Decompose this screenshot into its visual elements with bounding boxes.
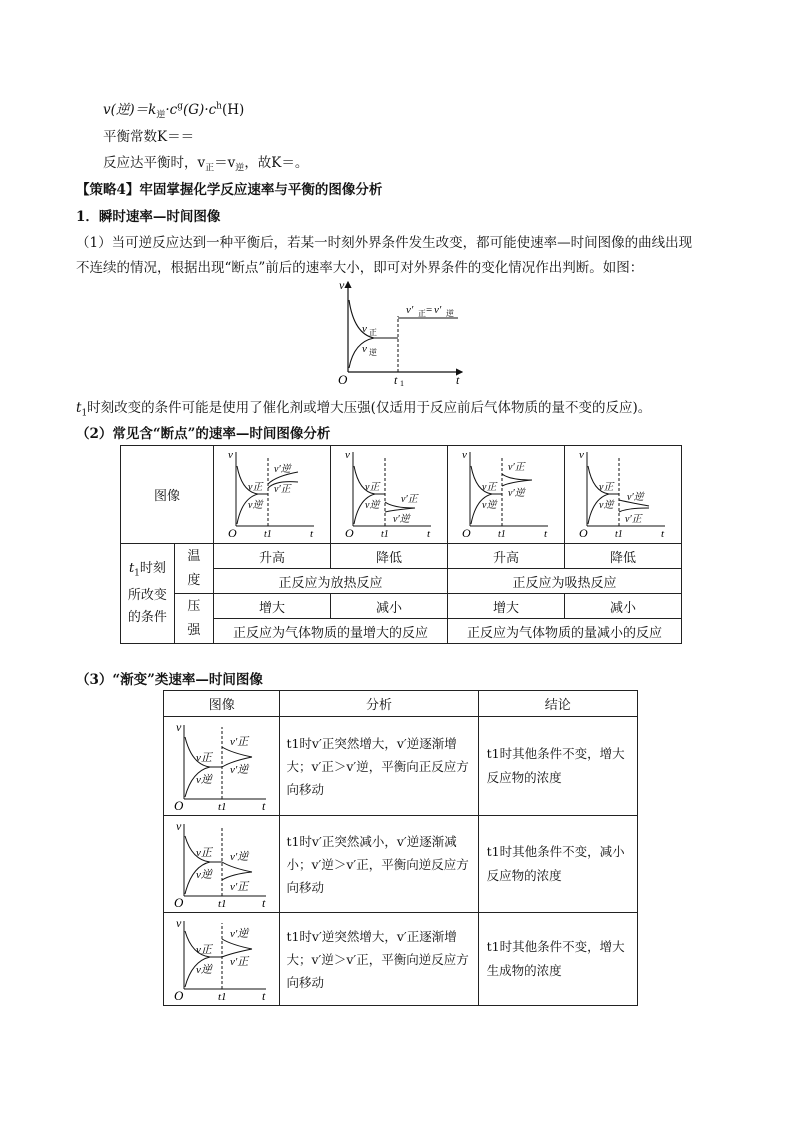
g1-v: v [227, 449, 233, 461]
label-v-reverse: v [362, 343, 367, 355]
temp-value-1: 升高 [213, 544, 330, 569]
g3-label-vrev-new: v′逆 [507, 488, 525, 499]
para1-line1: （1）当可逆反应达到一种平衡后，若某一时刻外界条件发生改变，都可能使速率—时间图像的曲线出现 [76, 235, 693, 251]
g3-label-vfwd-new: v′正 [507, 462, 525, 473]
eq-mid: ·c [165, 102, 178, 118]
g1-t1: t1 [263, 529, 272, 539]
eq-prefix: v(逆)＝ [103, 102, 149, 118]
g4-label-vfwd: v正 [598, 482, 614, 493]
r1-v: v [175, 720, 182, 734]
col-header-conclusion: 结论 [478, 691, 637, 717]
r2-label-vrev: v逆 [195, 869, 212, 881]
label-new-sub-forward: 正 [418, 309, 426, 318]
temp-value-4: 降低 [564, 544, 681, 569]
row2-conclusion: t1时其他条件不变，减小反应物的浓度 [478, 816, 637, 913]
section3-heading: （3）“渐变”类速率—时间图像 [76, 672, 263, 688]
r3-o: O [173, 988, 184, 1001]
eqm-b: ＝v [214, 155, 236, 171]
cond-text: 时刻所改变的条件 [127, 561, 167, 625]
r3-t: t [261, 989, 266, 1001]
label-v: v [339, 278, 345, 292]
g2-o: O [344, 526, 354, 539]
r3-v: v [175, 916, 182, 930]
graph-decrease-reactant [166, 816, 278, 908]
eqm-a: 反应达平衡时，v [103, 155, 206, 171]
label-origin: O [338, 372, 348, 387]
temp-note-endo: 正反应为吸热反应 [447, 569, 681, 594]
t1-symbol-sub: 1 [81, 408, 88, 419]
r3-label-vfwd-new: v′正 [229, 956, 249, 968]
label-new-equals: = [426, 304, 433, 316]
g2-v: v [344, 449, 350, 461]
g1-label-vrev: v逆 [247, 500, 263, 511]
g1-label-vrev-new: v′逆 [273, 464, 291, 475]
g4-t: t [660, 528, 665, 539]
r2-t1: t1 [217, 898, 227, 908]
pressure-value-1: 增大 [213, 594, 330, 619]
para1-line2: 不连续的情况，根据出现“断点”前后的速率大小，即可对外界条件的变化情况作出判断。如图： [76, 260, 644, 276]
pressure-value-3: 增大 [447, 594, 564, 619]
condition-label-cell [121, 544, 175, 644]
g4-v: v [578, 449, 584, 461]
image-header-cell: 图像 [121, 446, 214, 544]
r1-label-vfwd-new: v′正 [229, 736, 249, 748]
gradual-change-table [163, 690, 638, 1006]
g1-label-vfwd: v正 [247, 482, 263, 493]
label-new-v-reverse: v′ [434, 304, 442, 316]
eq-g-sup: g [177, 101, 183, 112]
temperature-label: 温度 [174, 544, 213, 594]
cond-t: t [128, 561, 135, 577]
row1-conclusion: t1时其他条件不变，增大反应物的浓度 [478, 717, 637, 816]
g2-label-vrev: v逆 [364, 500, 380, 511]
row2-analysis: t1时v′正突然减小，v′逆逐渐减小；v′逆＞v′正，平衡向逆反应方向移动 [280, 816, 478, 913]
row3-conclusion: t1时其他条件不变，增大生成物的浓度 [478, 913, 637, 1006]
pressure-note-decrease: 正反应为气体物质的量减小的反应 [447, 619, 681, 644]
r1-o: O [173, 798, 184, 811]
t1-symbol: t [76, 400, 82, 416]
graph-cell-2 [330, 446, 447, 544]
r1-label-vrev-new: v′逆 [229, 764, 249, 776]
section1-heading: 1．瞬时速率—时间图像 [76, 209, 221, 225]
label-v-forward: v [362, 323, 367, 335]
g1-label-vfwd-new: v′正 [273, 484, 291, 495]
g2-t: t [426, 528, 431, 539]
col-header-image: 图像 [164, 691, 280, 717]
pressure-value-2: 减小 [330, 594, 447, 619]
main-rate-time-graph [330, 276, 470, 391]
r2-o: O [173, 895, 184, 908]
r3-label-vrev: v逆 [195, 964, 212, 976]
r2-label-vrev-new: v′逆 [229, 851, 249, 863]
pressure-note-increase: 正反应为气体物质的量增大的反应 [213, 619, 447, 644]
r1-label-vfwd: v正 [195, 752, 212, 764]
g3-o: O [461, 526, 471, 539]
para1-conclusion [76, 396, 651, 419]
graph-increase-product [166, 913, 278, 1001]
pressure-value-4: 减小 [564, 594, 681, 619]
discontinuity-table [120, 445, 682, 644]
eqm-sub-reverse: 逆 [235, 163, 245, 174]
eq-k-sub: 逆 [156, 110, 166, 121]
g2-t1: t1 [380, 529, 389, 539]
r2-label-vfwd: v正 [195, 847, 212, 859]
label-t1-sub: 1 [400, 379, 404, 388]
eq-g: (G)·c [183, 102, 217, 118]
g1-o: O [227, 526, 237, 539]
g4-t1: t1 [614, 529, 623, 539]
r1-t1: t1 [217, 801, 227, 811]
label-new-sub-reverse: 逆 [446, 309, 454, 318]
eq-h-sup: h [216, 101, 222, 112]
r2-label-vfwd-new: v′正 [229, 881, 249, 893]
conclusion-text: 时刻改变的条件可能是使用了催化剂或增大压强(仅适用于反应前后气体物质的量不变的反应)。 [87, 400, 652, 416]
label-v-reverse-sub: 逆 [369, 348, 377, 357]
eq-k: k [148, 102, 157, 118]
graph-temp-increase-endo [448, 446, 564, 539]
g2-label-vrev-new: v′逆 [392, 514, 410, 525]
g2-label-vfwd: v正 [364, 482, 380, 493]
graph-cell-3 [447, 446, 564, 544]
g3-t: t [543, 528, 548, 539]
g2-label-vfwd-new: v′正 [400, 494, 418, 505]
at-equilibrium-line [103, 151, 308, 174]
col-header-analysis: 分析 [280, 691, 478, 717]
label-t: t [456, 373, 460, 387]
graph-cell-1 [213, 446, 330, 544]
eqm-sub-forward: 正 [205, 163, 215, 174]
eqm-c: ，故K＝。 [244, 155, 309, 171]
g3-label-vfwd: v正 [481, 482, 497, 493]
rate-reverse-equation [103, 98, 244, 121]
label-new-v-forward: v′ [406, 304, 414, 316]
label-v-forward-sub: 正 [369, 328, 377, 337]
g3-t1: t1 [497, 529, 506, 539]
graph-increase-reactant [166, 717, 278, 811]
strategy-heading: 【策略4】牢固掌握化学反应速率与平衡的图像分析 [76, 182, 383, 198]
g1-t: t [309, 528, 314, 539]
graph-temp-decrease-endo [565, 446, 681, 539]
g3-v: v [461, 449, 467, 461]
r1-t: t [261, 799, 266, 811]
row1-analysis: t1时v′正突然增大，v′逆逐渐增大；v′正＞v′逆，平衡向正反应方向移动 [280, 717, 478, 816]
temp-note-exo: 正反应为放热反应 [213, 569, 447, 594]
r3-t1: t1 [217, 991, 227, 1001]
row1-graph-cell [164, 717, 280, 816]
r2-v: v [175, 819, 182, 833]
r3-label-vfwd: v正 [195, 944, 212, 956]
graph-temp-increase-exo [214, 446, 330, 539]
row3-graph-cell [164, 913, 280, 1006]
graph-cell-4 [564, 446, 681, 544]
r2-t: t [261, 896, 266, 908]
row2-graph-cell [164, 816, 280, 913]
g4-label-vrev: v逆 [598, 500, 614, 511]
temp-value-2: 降低 [330, 544, 447, 569]
g3-label-vrev: v逆 [481, 500, 497, 511]
temp-value-3: 升高 [447, 544, 564, 569]
row3-analysis: t1时v′逆突然增大，v′正逐渐增大；v′逆＞v′正，平衡向逆反应方向移动 [280, 913, 478, 1006]
g4-o: O [578, 526, 588, 539]
eq-h: (H) [221, 102, 245, 118]
equilibrium-constant-line: 平衡常数K＝＝ [103, 129, 195, 145]
r3-label-vrev-new: v′逆 [229, 928, 249, 940]
g4-label-vrev-new: v′逆 [626, 492, 644, 503]
r1-label-vrev: v逆 [195, 774, 212, 786]
graph-temp-decrease-exo [331, 446, 447, 539]
section2-heading: （2）常见含“断点”的速率—时间图像分析 [76, 426, 331, 442]
cond-t-sub: 1 [134, 568, 140, 579]
label-t1: t [394, 373, 398, 387]
pressure-label: 压强 [174, 594, 213, 644]
g4-label-vfwd-new: v′正 [624, 514, 642, 525]
